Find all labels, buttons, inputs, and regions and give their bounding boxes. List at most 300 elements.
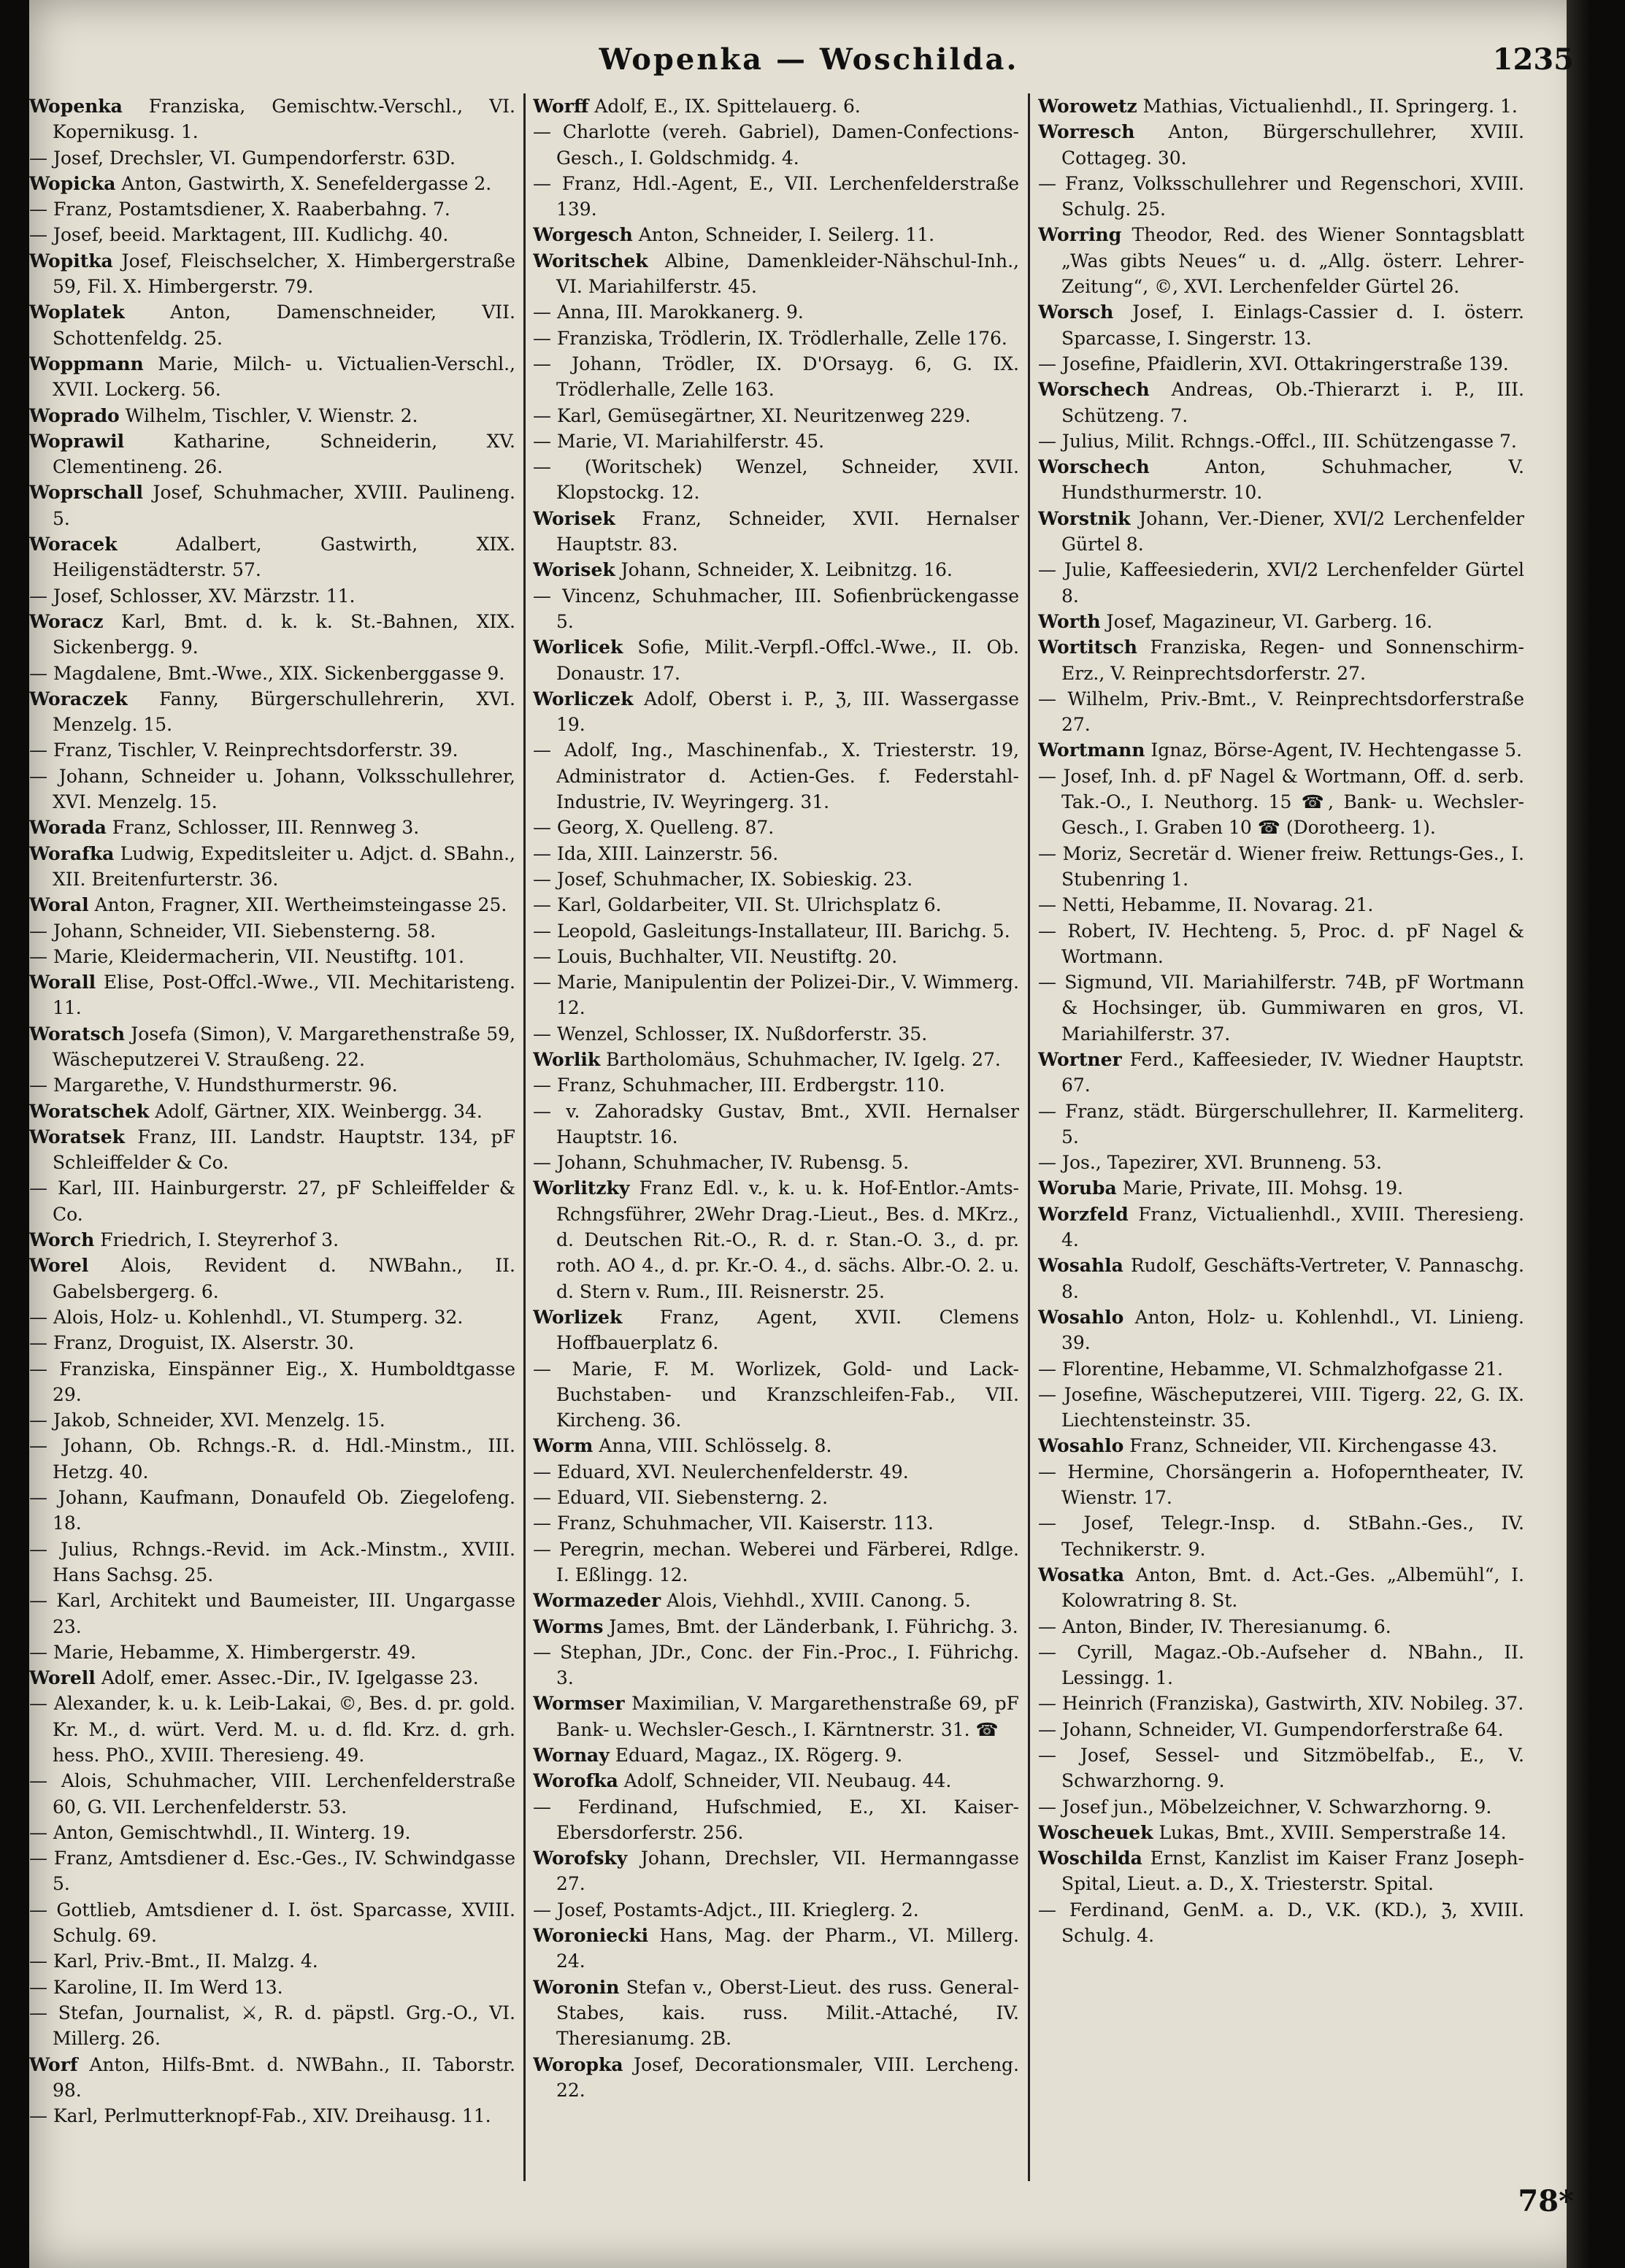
entry-surname: Wosahla <box>1038 1255 1123 1277</box>
entry-surname: Worsch <box>1038 301 1114 323</box>
entry-surname: Woratsek <box>29 1126 125 1148</box>
entry-details: — Alois, Schuhmacher, VIII. Lerchenfelderstraße 60, G. VII. Lerchenfelderstr. 53. <box>29 1770 515 1818</box>
entry-surname: Worms <box>533 1615 604 1637</box>
page-header <box>29 42 1588 86</box>
entry-surname: Worall <box>29 972 96 993</box>
directory-entry <box>533 1845 1019 1897</box>
entry-details: — Marie, Manipulentin der Polizei-Dir., V. Wimmerg. 12. <box>533 972 1019 1019</box>
entry-details: Fanny, Bürgerschullehrerin, XVI. Menzelg. 15. <box>53 688 515 736</box>
entry-details: Anton, Schuhmacher, V. Hundsthurmerstr. 10. <box>1061 456 1524 504</box>
directory-entry <box>1038 1175 1524 1201</box>
directory-entry <box>533 1099 1019 1150</box>
entry-surname: Worschech <box>1038 379 1150 401</box>
entry-details: — Franz, Schuhmacher, III. Erdbergstr. 110. <box>533 1075 945 1096</box>
entry-details: — Josef, Telegr.-Insp. d. StBahn.-Ges., IV. Technikerstr. 9. <box>1038 1512 1524 1560</box>
entry-surname: Worel <box>29 1255 89 1277</box>
directory-entry <box>1038 506 1524 558</box>
directory-columns <box>29 93 1533 2181</box>
entry-details: Anton, Damenschneider, VII. Schottenfeldg. 25. <box>53 301 515 349</box>
entry-details: Katharine, Schneiderin, XV. Clementineng. 26. <box>53 430 515 478</box>
entry-surname: Woronin <box>533 1976 620 1998</box>
entry-details: — Franz, Hdl.-Agent, E., VII. Lerchenfelderstraße 139. <box>533 172 1019 220</box>
entry-surname: Woratsch <box>29 1023 126 1045</box>
entry-details: — Jos., Tapezirer, XVI. Brunneng. 53. <box>1038 1152 1382 1174</box>
entry-details: Marie, Milch- u. Victualien-Verschl., XVII. Lockerg. 56. <box>53 353 515 401</box>
entry-details: Franz, Schlosser, III. Rennweg 3. <box>106 817 420 839</box>
entry-surname: Woritschek <box>533 250 648 272</box>
directory-entry <box>1038 428 1524 454</box>
directory-entry <box>533 1768 1019 1794</box>
entry-details: Ludwig, Expeditsleiter u. Adjct. d. SBahn., XII. Breitenfurterstr. 36. <box>53 842 515 890</box>
entry-details: — Josef, beeid. Marktagent, III. Kudlichg. 40. <box>29 224 449 246</box>
entry-details: — Charlotte (vereh. Gabriel), Damen-Confections-Gesch., I. Goldschmidg. 4. <box>533 121 1019 169</box>
entry-details: — Julius, Milit. Rchngs.-Offcl., III. Schützengasse 7. <box>1038 430 1517 452</box>
entry-surname: Woral <box>29 894 89 916</box>
directory-entry <box>29 1820 515 1845</box>
entry-details: — Florentine, Hebamme, VI. Schmalzhofgasse 21. <box>1038 1358 1503 1380</box>
entry-surname: Worgesch <box>533 224 633 246</box>
directory-entry <box>533 969 1019 1021</box>
directory-entry <box>1038 1459 1524 1511</box>
directory-entry <box>29 93 515 145</box>
directory-entry <box>29 1665 515 1691</box>
entry-details: — Vincenz, Schuhmacher, III. Sofienbrückengasse 5. <box>533 585 1019 632</box>
entry-details: Johann, Ver.-Diener, XVI/2 Lerchenfelder Gürtel 8. <box>1061 507 1524 556</box>
directory-entry <box>1038 1794 1524 1820</box>
entry-details: — Ferdinand, Hufschmied, E., XI. Kaiser-Ebersdorferstr. 256. <box>533 1796 1019 1843</box>
entry-surname: Worresch <box>1038 121 1135 143</box>
entry-surname: Woroniecki <box>533 1925 649 1947</box>
entry-details: — Josefine, Pfaidlerin, XVI. Ottakringerstraße 139. <box>1038 353 1509 374</box>
directory-entry <box>1038 377 1524 428</box>
entry-details: — Franziska, Trödlerin, IX. Trödlerhalle, Zelle 176. <box>533 327 1007 349</box>
entry-details: — Julie, Kaffeesiederin, XVI/2 Lerchenfelder Gürtel 8. <box>1038 559 1524 607</box>
entry-surname: Worch <box>29 1229 95 1251</box>
entry-surname: Wopitka <box>29 250 113 272</box>
directory-entry <box>29 1227 515 1253</box>
directory-entry <box>533 454 1019 506</box>
book-binding-shadow <box>1567 0 1591 2268</box>
entry-details: — Franziska, Einspänner Eig., X. Humboldtgasse 29. <box>29 1358 515 1405</box>
entry-details: Franz, III. Landstr. Hauptstr. 134, pF Schleiffelder & Co. <box>53 1126 515 1174</box>
entry-details: Franziska, Gemischtw.-Verschl., VI. Kopernikusg. 1. <box>53 96 515 143</box>
directory-entry <box>29 918 515 944</box>
directory-entry <box>1038 1150 1524 1175</box>
directory-entry <box>1038 686 1524 738</box>
directory-entry <box>1038 1356 1524 1382</box>
entry-surname: Wosatka <box>1038 1564 1125 1585</box>
entry-details: — Franz, Droguist, IX. Alserstr. 30. <box>29 1332 355 1354</box>
directory-entry <box>533 1459 1019 1485</box>
entry-details: — Johann, Schneider u. Johann, Volksschullehrer, XVI. Menzelg. 15. <box>29 765 515 813</box>
entry-details: — Margarethe, V. Hundsthurmerstr. 96. <box>29 1075 398 1096</box>
directory-entry <box>533 1640 1019 1691</box>
directory-entry <box>533 326 1019 351</box>
entry-details: — Johann, Trödler, IX. D'Orsayg. 6, G. IX. Trödlerhalle, Zelle 163. <box>533 353 1019 401</box>
directory-entry <box>29 1124 515 1176</box>
entry-details: — Johann, Schneider, VII. Siebensterng. 58. <box>29 920 437 942</box>
column-2 <box>533 93 1019 2181</box>
entry-surname: Worell <box>29 1667 96 1689</box>
entry-details: — Karl, Goldarbeiter, VII. St. Ulrichsplatz 6. <box>533 894 942 916</box>
directory-entry <box>533 351 1019 403</box>
entry-surname: Woracz <box>29 610 104 632</box>
directory-entry <box>533 1021 1019 1047</box>
directory-entry <box>29 944 515 969</box>
entry-surname: Worafka <box>29 842 115 864</box>
entry-surname: Worth <box>1038 610 1101 632</box>
entry-details: — Karoline, II. Im Werd 13. <box>29 1976 283 1998</box>
entry-details: — Josef, Sessel- und Sitzmöbelfab., E., V. Schwarzhorng. 9. <box>1038 1745 1524 1792</box>
directory-entry <box>1038 1640 1524 1691</box>
entry-details: — v. Zahoradsky Gustav, Bmt., XVII. Hernalser Hauptstr. 16. <box>533 1100 1019 1148</box>
directory-entry <box>29 1356 515 1408</box>
entry-details: Bartholomäus, Schuhmacher, IV. Igelg. 27. <box>600 1048 1001 1070</box>
directory-entry <box>533 1923 1019 1975</box>
directory-entry <box>533 428 1019 454</box>
entry-details: Alois, Revident d. NWBahn., II. Gabelsbergerg. 6. <box>53 1255 515 1302</box>
entry-details: — Netti, Hebamme, II. Novarag. 21. <box>1038 894 1374 916</box>
directory-entry <box>29 1640 515 1665</box>
directory-entry <box>29 609 515 661</box>
entry-surname: Wortmann <box>1038 739 1145 761</box>
directory-entry <box>1038 841 1524 893</box>
entry-details: Theodor, Red. des Wiener Sonntagsblatt „Was gibts Neues“ u. d. „Allg. österr. Lehrer-Zeitung“, ©, XVI. Lerchenfelder Gürtel 26. <box>1061 224 1524 298</box>
entry-details: Karl, Bmt. d. k. k. St.-Bahnen, XIX. Sickenbergg. 9. <box>53 610 515 658</box>
entry-surname: Woprado <box>29 404 120 426</box>
entry-details: — Josef, Drechsler, VI. Gumpendorferstr. 63D. <box>29 147 456 169</box>
entry-details: — Wilhelm, Priv.-Bmt., V. Reinprechtsdorferstraße 27. <box>1038 688 1524 736</box>
directory-entry <box>29 222 515 247</box>
directory-entry <box>533 403 1019 428</box>
entry-details: — Ferdinand, GenM. a. D., V.K. (KD.), ℨ, XVIII. Schulg. 4. <box>1038 1899 1524 1947</box>
directory-entry <box>533 1742 1019 1768</box>
directory-entry <box>533 1794 1019 1846</box>
entry-surname: Wormazeder <box>533 1590 661 1612</box>
directory-entry <box>1038 764 1524 841</box>
entry-details: — Johann, Kaufmann, Donaufeld Ob. Ziegelofeng. 18. <box>29 1487 515 1534</box>
entry-details: Marie, Private, III. Mohsg. 19. <box>1116 1177 1404 1199</box>
directory-entry <box>29 1099 515 1124</box>
directory-entry <box>533 1047 1019 1072</box>
directory-entry <box>29 299 515 351</box>
page-number: 1235 <box>1492 42 1574 77</box>
entry-surname: Worlizek <box>533 1306 623 1328</box>
entry-details: — Josef jun., Möbelzeichner, V. Schwarzhorng. 9. <box>1038 1796 1492 1818</box>
entry-details: Adalbert, Gastwirth, XIX. Heiligenstädterstr. 57. <box>53 534 515 581</box>
directory-entry <box>29 1948 515 1974</box>
signature-mark: 78* <box>1518 2184 1574 2218</box>
directory-entry <box>29 686 515 738</box>
entry-surname: Worisek <box>533 507 615 529</box>
entry-surname: Worlitzky <box>533 1177 630 1199</box>
entry-surname: Woropka <box>533 2053 623 2075</box>
entry-details: Adolf, emer. Assec.-Dir., IV. Igelgasse 23. <box>95 1667 479 1689</box>
entry-details: — (Woritschek) Wenzel, Schneider, XVII. Klopstockg. 12. <box>533 456 1019 504</box>
entry-details: — Josef, Schlosser, XV. Märzstr. 11. <box>29 585 356 607</box>
entry-details: Albine, Damenkleider-Nähschul-Inh., VI. Mariahilferstr. 45. <box>556 250 1019 298</box>
directory-entry <box>533 1150 1019 1175</box>
directory-entry <box>29 428 515 480</box>
directory-entry <box>533 1537 1019 1588</box>
entry-surname: Worlik <box>533 1048 601 1070</box>
directory-entry <box>1038 557 1524 609</box>
entry-details: — Peregrin, mechan. Weberei und Färberei, Rdlge. I. Eßlingg. 12. <box>533 1538 1019 1585</box>
entry-surname: Worofka <box>533 1770 618 1792</box>
directory-entry <box>533 1510 1019 1536</box>
directory-entry <box>1038 1562 1524 1614</box>
directory-entry <box>1038 1691 1524 1716</box>
entry-details: Sofie, Milit.-Verpfl.-Offcl.-Wwe., II. Ob. Donaustr. 17. <box>556 637 1019 684</box>
entry-details: — Franz, Schuhmacher, VII. Kaiserstr. 113. <box>533 1512 934 1534</box>
entry-surname: Woschilda <box>1038 1848 1142 1869</box>
directory-entry <box>1038 1614 1524 1640</box>
entry-details: — Josef, Inh. d. pF Nagel & Wortmann, Off. d. serb. Tak.-O., I. Neuthorg. 15 ☎, Bank- u. Wechsler-Gesch., I. Graben 10 ☎ (Dorotheerg. 1). <box>1038 765 1524 839</box>
entry-details: Maximilian, V. Margarethenstraße 69, pF Bank- u. Wechsler-Gesch., I. Kärntnerstr. 31. ☎ <box>556 1693 1019 1740</box>
directory-entry <box>1038 171 1524 223</box>
running-title: Wopenka — Woschilda. <box>599 42 1019 77</box>
directory-entry <box>1038 93 1524 119</box>
entry-details: — Johann, Schneider, VI. Gumpendorferstraße 64. <box>1038 1718 1504 1740</box>
directory-entry <box>29 1433 515 1485</box>
entry-details: Franziska, Regen- und Sonnenschirm-Erz., V. Reinprechtsdorferstr. 27. <box>1061 637 1524 684</box>
directory-entry <box>1038 119 1524 171</box>
entry-details: Anton, Bmt. d. Act.-Ges. „Albemühl“, I. Kolowratring 8. St. <box>1061 1564 1524 1612</box>
entry-details: Franz Edl. v., k. u. k. Hof-Entlor.-Amts-Rchngsführer, 2Wehr Drag.-Lieut., Bes. d. MKrz., d. Deutschen Rit.-O., R. d. r. Stan.-O. 3., d. pr. roth. AO 4., d. pr. Kr.-O. 4., d. sächs. Albr.-O. 2. u. d. Stern v. Rum., III. Reisnerstr. 25. <box>556 1177 1019 1302</box>
directory-entry <box>29 531 515 583</box>
entry-surname: Worf <box>29 2053 78 2075</box>
directory-entry <box>29 1021 515 1073</box>
directory-entry <box>533 222 1019 247</box>
entry-details: Wilhelm, Tischler, V. Wienstr. 2. <box>119 404 418 426</box>
entry-details: — Franz, Volksschullehrer und Regenschori, XVIII. Schulg. 25. <box>1038 172 1524 220</box>
entry-surname: Worowetz <box>1038 96 1137 117</box>
directory-entry <box>1038 1717 1524 1742</box>
entry-details: Eduard, Magaz., IX. Rögerg. 9. <box>609 1745 903 1766</box>
entry-details: Alois, Viehhdl., XVIII. Canong. 5. <box>661 1590 971 1612</box>
entry-details: — Marie, F. M. Worlizek, Gold- und Lack-Buchstaben- und Kranzschleifen-Fab., VII. Kircheng. 36. <box>533 1358 1019 1431</box>
entry-surname: Woruba <box>1038 1177 1117 1199</box>
entry-details: Anton, Schneider, I. Seilerg. 11. <box>632 224 935 246</box>
directory-entry <box>29 1588 515 1640</box>
entry-details: — Karl, Architekt und Baumeister, III. Ungargasse 23. <box>29 1590 515 1637</box>
directory-entry <box>29 171 515 196</box>
directory-entry <box>533 171 1019 223</box>
directory-entry <box>533 248 1019 300</box>
entry-details: — Marie, VI. Mariahilferstr. 45. <box>533 430 825 452</box>
entry-surname: Worliczek <box>533 688 634 710</box>
directory-entry <box>533 841 1019 866</box>
directory-entry <box>533 918 1019 944</box>
entry-details: — Heinrich (Franziska), Gastwirth, XIV. Nobileg. 37. <box>1038 1693 1524 1715</box>
entry-surname: Wopicka <box>29 172 116 194</box>
entry-details: — Anna, III. Marokkanerg. 9. <box>533 301 804 323</box>
entry-surname: Woscheuek <box>1038 1821 1153 1843</box>
entry-details: — Anton, Gemischtwhdl., II. Winterg. 19. <box>29 1821 411 1843</box>
entry-details: — Georg, X. Quelleng. 87. <box>533 817 775 839</box>
entry-surname: Worzfeld <box>1038 1203 1129 1225</box>
directory-entry <box>533 737 1019 815</box>
entry-details: — Franz, Amtsdiener d. Esc.-Ges., IV. Schwindgasse 5. <box>29 1848 515 1895</box>
directory-entry <box>29 351 515 403</box>
entry-details: Josef, Decorationsmaler, VIII. Lercheng. 22. <box>556 2053 1019 2101</box>
column-1 <box>29 93 515 2181</box>
directory-entry <box>533 892 1019 918</box>
entry-details: — Josef, Schuhmacher, IX. Sobieskig. 23. <box>533 868 913 890</box>
entry-details: Anton, Holz- u. Kohlenhdl., VI. Linieng. 39. <box>1061 1306 1524 1354</box>
directory-entry <box>1038 1304 1524 1356</box>
directory-entry <box>29 1537 515 1588</box>
directory-entry <box>29 2103 515 2129</box>
directory-entry <box>533 2052 1019 2104</box>
directory-entry <box>1038 1510 1524 1562</box>
entry-details: Ferd., Kaffeesieder, IV. Wiedner Hauptstr. 67. <box>1061 1048 1524 1096</box>
entry-details: Hans, Mag. der Pharm., VI. Millerg. 24. <box>556 1925 1019 1972</box>
directory-entry <box>29 2000 515 2052</box>
entry-details: Anton, Bürgerschullehrer, XVIII. Cottageg. 30. <box>1061 121 1524 169</box>
entry-details: — Adolf, Ing., Maschinenfab., X. Triesterstr. 19, Administrator d. Actien-Ges. f. Federstahl-Industrie, IV. Weyringerg. 31. <box>533 739 1019 813</box>
directory-entry <box>29 1768 515 1820</box>
entry-details: — Wenzel, Schlosser, IX. Nußdorferstr. 35. <box>533 1023 928 1045</box>
directory-entry <box>29 661 515 686</box>
directory-entry <box>533 299 1019 325</box>
directory-entry <box>29 841 515 893</box>
directory-entry <box>533 93 1019 119</box>
directory-entry <box>29 1975 515 2000</box>
entry-details: — Franz, städt. Bürgerschullehrer, II. Karmeliterg. 5. <box>1038 1100 1524 1148</box>
directory-entry <box>533 557 1019 583</box>
entry-details: Andreas, Ob.-Thierarzt i. P., III. Schützeng. 7. <box>1061 379 1524 426</box>
entry-details: — Robert, IV. Hechteng. 5, Proc. d. pF Nagel & Wortmann. <box>1038 920 1524 967</box>
entry-details: Anton, Fragner, XII. Wertheimsteingasse 25. <box>88 894 507 916</box>
entry-details: — Alexander, k. u. k. Leib-Lakai, ©, Bes. d. pr. gold. Kr. M., d. würt. Verd. M. u. d. fld. Krz. d. grh. hess. PhO., XVIII. Theresieng. 49. <box>29 1693 515 1766</box>
entry-surname: Wormser <box>533 1693 625 1715</box>
directory-entry <box>29 2052 515 2104</box>
directory-entry <box>533 1304 1019 1356</box>
directory-entry <box>533 866 1019 892</box>
entry-surname: Woplatek <box>29 301 125 323</box>
entry-surname: Woratschek <box>29 1100 150 1122</box>
directory-entry <box>533 1614 1019 1640</box>
entry-details: Ernst, Kanzlist im Kaiser Franz Joseph-Spital, Lieut. a. D., X. Triesterstr. Spital. <box>1061 1848 1524 1895</box>
entry-details: — Karl, Gemüsegärtner, XI. Neuritzenweg 229. <box>533 404 971 426</box>
entry-details: Franz, Agent, XVII. Clemens Hoffbauerplatz 6. <box>556 1306 1019 1354</box>
directory-entry <box>29 737 515 763</box>
entry-surname: Woracek <box>29 534 118 556</box>
entry-surname: Worlicek <box>533 637 623 658</box>
directory-entry <box>29 969 515 1021</box>
entry-surname: Wortner <box>1038 1048 1122 1070</box>
entry-details: — Gottlieb, Amtsdiener d. I. öst. Sparcasse, XVIII. Schulg. 69. <box>29 1899 515 1947</box>
directory-entry <box>533 686 1019 738</box>
directory-entry <box>1038 1742 1524 1794</box>
entry-details: — Karl, Priv.-Bmt., II. Malzg. 4. <box>29 1950 318 1972</box>
directory-entry <box>29 1407 515 1433</box>
directory-entry <box>1038 892 1524 918</box>
entry-details: — Hermine, Chorsängerin a. Hofoperntheater, IV. Wienstr. 17. <box>1038 1461 1524 1509</box>
entry-details: — Eduard, XVI. Neulerchenfelderstr. 49. <box>533 1461 909 1483</box>
directory-entry <box>533 815 1019 840</box>
entry-surname: Woraczek <box>29 688 128 710</box>
entry-surname: Wopenka <box>29 96 123 117</box>
directory-entry <box>533 1433 1019 1458</box>
directory-entry <box>1038 1253 1524 1304</box>
entry-details: — Franz, Tischler, V. Reinprechtsdorferstr. 39. <box>29 739 458 761</box>
directory-entry <box>1038 609 1524 634</box>
directory-entry <box>533 1485 1019 1510</box>
entry-details: Josef, Schuhmacher, XVIII. Paulineng. 5. <box>53 482 515 529</box>
directory-entry <box>29 892 515 918</box>
directory-entry <box>1038 1202 1524 1253</box>
entry-details: Lukas, Bmt., XVIII. Semperstraße 14. <box>1153 1821 1507 1843</box>
entry-details: — Eduard, VII. Siebensterng. 2. <box>533 1487 829 1509</box>
entry-details: Franz, Schneider, XVII. Hernalser Hauptstr. 83. <box>556 507 1019 556</box>
entry-details: Rudolf, Geschäfts-Vertreter, V. Pannaschg. 8. <box>1061 1255 1524 1302</box>
entry-surname: Worstnik <box>1038 507 1131 529</box>
directory-entry <box>29 1072 515 1098</box>
directory-entry <box>1038 1820 1524 1845</box>
directory-entry <box>29 1485 515 1537</box>
directory-entry <box>1038 969 1524 1047</box>
entry-details: — Leopold, Gasleitungs-Installateur, III. Barichg. 5. <box>533 920 1010 942</box>
directory-entry <box>29 1845 515 1897</box>
directory-entry <box>533 1588 1019 1613</box>
entry-details: Johann, Drechsler, VII. Hermanngasse 27. <box>556 1848 1019 1895</box>
entry-details: — Stefan, Journalist, ⚔, R. d. päpstl. Grg.-O., VI. Millerg. 26. <box>29 2002 515 2050</box>
entry-surname: Worisek <box>533 559 615 581</box>
directory-entry <box>29 1175 515 1227</box>
entry-details: — Karl, III. Hainburgerstr. 27, pF Schleiffelder & Co. <box>29 1177 515 1225</box>
directory-entry <box>29 248 515 300</box>
directory-entry <box>1038 222 1524 299</box>
entry-details: — Cyrill, Magaz.-Ob.-Aufseher d. NBahn., II. Lessingg. 1. <box>1038 1641 1524 1689</box>
entry-surname: Worada <box>29 817 107 839</box>
entry-details: — Karl, Perlmutterknopf-Fab., XIV. Dreihausg. 11. <box>29 2105 491 2127</box>
entry-details: — Johann, Ob. Rchngs.-R. d. Hdl.-Minstm., III. Hetzg. 40. <box>29 1435 515 1483</box>
entry-details: — Marie, Hebamme, X. Himbergerstr. 49. <box>29 1641 417 1663</box>
directory-entry <box>533 1175 1019 1304</box>
directory-entry <box>1038 1897 1524 1949</box>
directory-entry <box>533 119 1019 171</box>
entry-surname: Worschech <box>1038 456 1150 478</box>
directory-entry <box>1038 351 1524 377</box>
directory-entry <box>29 815 515 840</box>
entry-details: Friedrich, I. Steyrerhof 3. <box>94 1229 339 1251</box>
directory-entry <box>533 506 1019 558</box>
entry-details: — Magdalene, Bmt.-Wwe., XIX. Sickenberggasse 9. <box>29 662 505 684</box>
entry-surname: Woprawil <box>29 430 125 452</box>
entry-details: — Johann, Schuhmacher, IV. Rubensg. 5. <box>533 1152 910 1174</box>
directory-entry <box>29 1253 515 1304</box>
directory-entry <box>533 1356 1019 1434</box>
entry-details: — Louis, Buchhalter, VII. Neustiftg. 20. <box>533 945 898 967</box>
entry-surname: Wornay <box>533 1745 610 1766</box>
directory-entry <box>29 145 515 171</box>
entry-details: — Sigmund, VII. Mariahilferstr. 74B, pF Wortmann & Hochsinger, üb. Gummiwaren en gros, VI. Mariahilferstr. 37. <box>1038 972 1524 1045</box>
entry-details: Anton, Gastwirth, X. Senefeldergasse 2. <box>115 172 492 194</box>
directory-entry <box>533 944 1019 969</box>
entry-details: Josef, Magazineur, VI. Garberg. 16. <box>1100 610 1433 632</box>
entry-details: — Stephan, JDr., Conc. der Fin.-Proc., I. Führichg. 3. <box>533 1641 1019 1689</box>
entry-details: Anna, VIII. Schlösselg. 8. <box>593 1435 832 1457</box>
directory-entry <box>29 583 515 609</box>
directory-entry <box>29 1330 515 1356</box>
entry-surname: Wosahlo <box>1038 1435 1124 1457</box>
directory-entry <box>533 1072 1019 1098</box>
entry-details: James, Bmt. der Länderbank, I. Führichg. 3. <box>603 1615 1018 1637</box>
directory-entry <box>29 764 515 815</box>
entry-details: — Jakob, Schneider, XVI. Menzelg. 15. <box>29 1410 385 1431</box>
